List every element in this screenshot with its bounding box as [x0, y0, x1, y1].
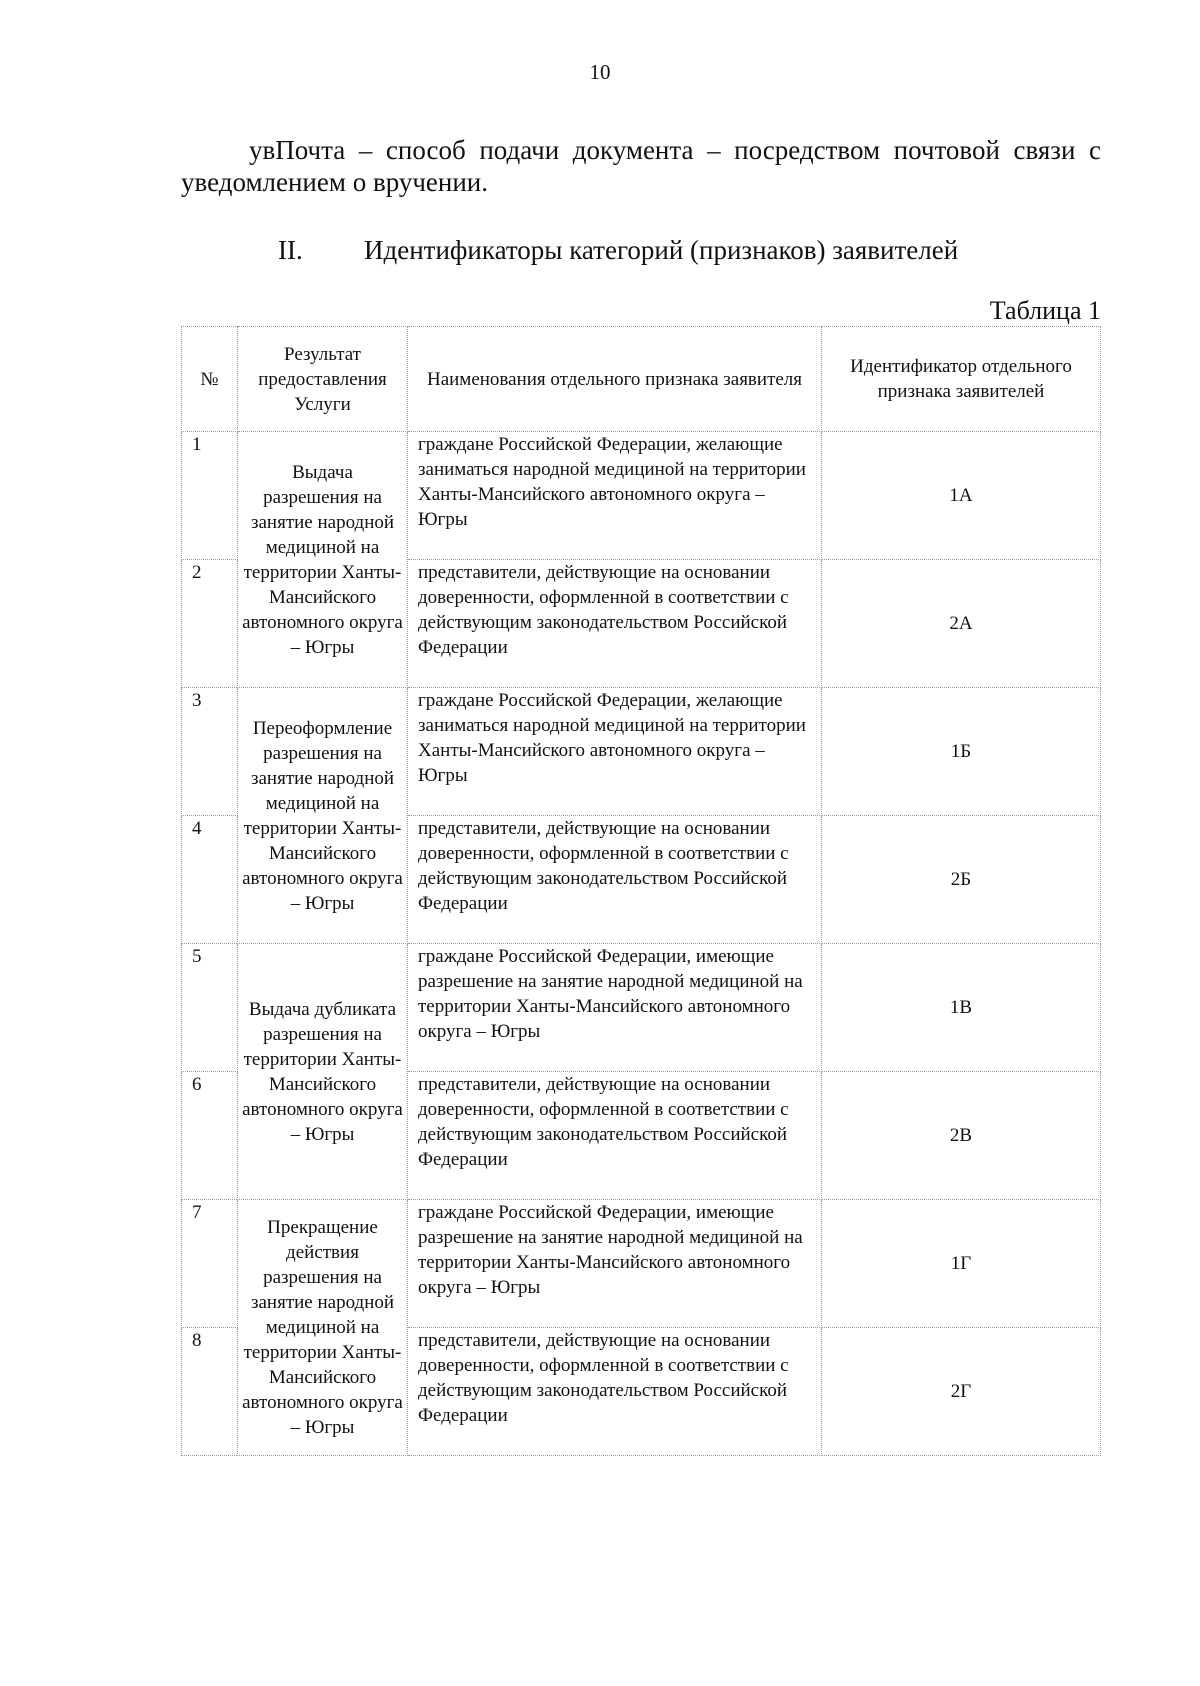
section-heading: [278, 234, 1078, 266]
row-name: представители, действующие на основании доверенности, оформленной в соответствии с действующим законодательством Российской Федерации: [408, 1072, 822, 1200]
row-name: представители, действующие на основании доверенности, оформленной в соответствии с действующим законодательством Российской Федерации: [408, 816, 822, 944]
row-num: 3: [182, 688, 238, 816]
row-num: 2: [182, 560, 238, 688]
table-row: [182, 944, 1101, 1072]
header-name: Наименования отдельного признака заявителя: [408, 327, 822, 432]
row-id: 2Г: [822, 1328, 1101, 1456]
row-result: Выдача дубликата разрешения на территории Ханты-Мансийского автономного округа – Югры: [238, 944, 408, 1200]
row-result: Выдача разрешения на занятие народной медициной на территории Ханты-Мансийского автономного округа – Югры: [238, 432, 408, 688]
applicant-categories-table: [181, 326, 1101, 1456]
row-name: граждане Российской Федерации, желающие заниматься народной медициной на территории Ханты-Мансийского автономного округа – Югры: [408, 432, 822, 560]
row-num: 5: [182, 944, 238, 1072]
table-row: [182, 1200, 1101, 1328]
row-result: Прекращение действия разрешения на занятие народной медициной на территории Ханты-Мансийского автономного округа – Югры: [238, 1200, 408, 1456]
row-name: граждане Российской Федерации, имеющие разрешение на занятие народной медициной на территории Ханты-Мансийского автономного округа – Югры: [408, 1200, 822, 1328]
row-id: 1В: [822, 944, 1101, 1072]
row-id: 1Б: [822, 688, 1101, 816]
row-name: представители, действующие на основании доверенности, оформленной в соответствии с действующим законодательством Российской Федерации: [408, 1328, 822, 1456]
row-num: 1: [182, 432, 238, 560]
row-name: граждане Российской Федерации, имеющие разрешение на занятие народной медициной на территории Ханты-Мансийского автономного округа – Югры: [408, 944, 822, 1072]
row-num: 6: [182, 1072, 238, 1200]
row-id: 1Г: [822, 1200, 1101, 1328]
row-id: 2В: [822, 1072, 1101, 1200]
row-num: 4: [182, 816, 238, 944]
row-id: 2Б: [822, 816, 1101, 944]
row-num: 7: [182, 1200, 238, 1328]
row-id: 1А: [822, 432, 1101, 560]
page-number: 10: [589, 60, 611, 84]
table-row: [182, 432, 1101, 560]
table-caption: Таблица 1: [989, 296, 1101, 325]
table-row: [182, 688, 1101, 816]
header-id: Идентификатор отдельного признака заявителей: [822, 327, 1101, 432]
header-result: Результат предоставления Услуги: [238, 327, 408, 432]
row-result: Переоформление разрешения на занятие народной медициной на территории Ханты-Мансийского автономного округа – Югры: [238, 688, 408, 944]
header-num: №: [182, 327, 238, 432]
row-name: граждане Российской Федерации, желающие заниматься народной медициной на территории Ханты-Мансийского автономного округа – Югры: [408, 688, 822, 816]
table-header-row: [182, 327, 1101, 432]
section-title: Идентификаторы категорий (признаков) заявителей: [364, 235, 959, 265]
row-id: 2А: [822, 560, 1101, 688]
row-num: 8: [182, 1328, 238, 1456]
intro-paragraph: увПочта – способ подачи документа – посредством почтовой связи с уведомлением о вручении.: [181, 135, 1101, 197]
section-number: II.: [278, 235, 303, 265]
row-name: представители, действующие на основании доверенности, оформленной в соответствии с действующим законодательством Российской Федерации: [408, 560, 822, 688]
